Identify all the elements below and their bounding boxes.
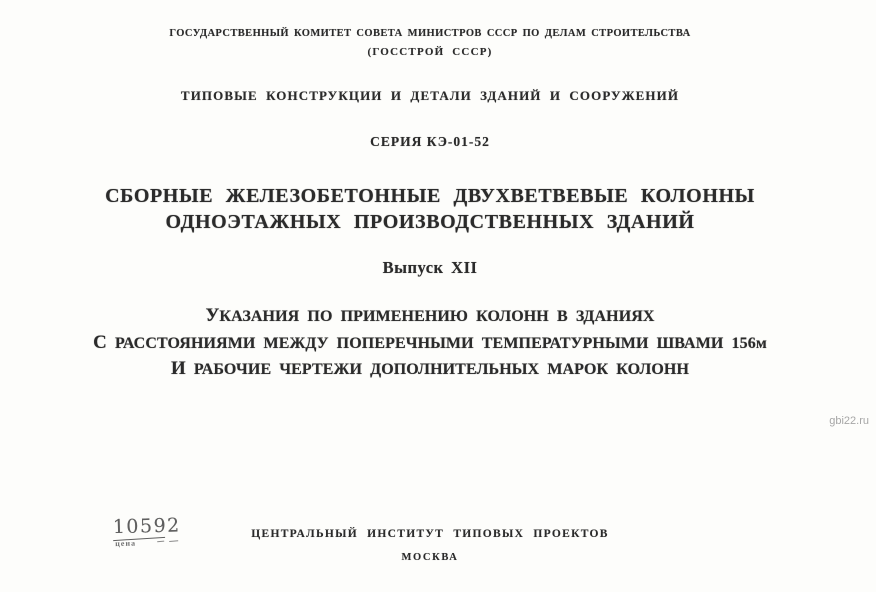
committee-name-line-1: ГОСУДАРСТВЕННЫЙ КОМИТЕТ СОВЕТА МИНИСТРОВ СССР ПО ДЕЛАМ СТРОИТЕЛЬСТВА [169,28,691,39]
main-title-line-1: СБОРНЫЕ ЖЕЛЕЗОБЕТОННЫЕ ДВУХВЕТВЕВЫЕ КОЛОННЫ [105,185,755,207]
subtitle-line-2: С РАССТОЯНИЯМИ МЕЖДУ ПОПЕРЕЧНЫМИ ТЕМПЕРАТУРНЫМИ ШВАМИ 156м [93,331,767,353]
subtitle-block [0,303,860,383]
series-number: СЕРИЯ КЭ-01-52 [370,134,490,149]
stamp-caption: цена [115,538,137,549]
subtitle-line-3: И РАБОЧИЕ ЧЕРТЕЖИ ДОПОЛНИТЕЛЬНЫХ МАРОК КОЛОНН [170,358,690,379]
subtitle-line-1: УКАЗАНИЯ ПО ПРИМЕНЕНИЮ КОЛОНН В ЗДАНИЯХ [205,305,655,326]
city-name: МОСКВА [401,552,459,563]
issue-label: Выпуск XII [382,258,478,277]
watermark-text: gbi22.ru [829,415,869,427]
committee-name-line-2: (ГОССТРОЙ СССР) [367,46,493,58]
stamp-mark [169,540,178,542]
series-category-label: ТИПОВЫЕ КОНСТРУКЦИИ И ДЕТАЛИ ЗДАНИЙ И СООРУЖЕНИЙ [180,88,680,103]
stamp-mark [157,541,164,543]
stamp-number: 10592 [112,514,182,539]
institute-name: ЦЕНТРАЛЬНЫЙ ИНСТИТУТ ТИПОВЫХ ПРОЕКТОВ [251,528,609,540]
main-title [0,183,860,235]
main-title-line-2: ОДНОЭТАЖНЫХ ПРОИЗВОДСТВЕННЫХ ЗДАНИЙ [165,211,695,233]
